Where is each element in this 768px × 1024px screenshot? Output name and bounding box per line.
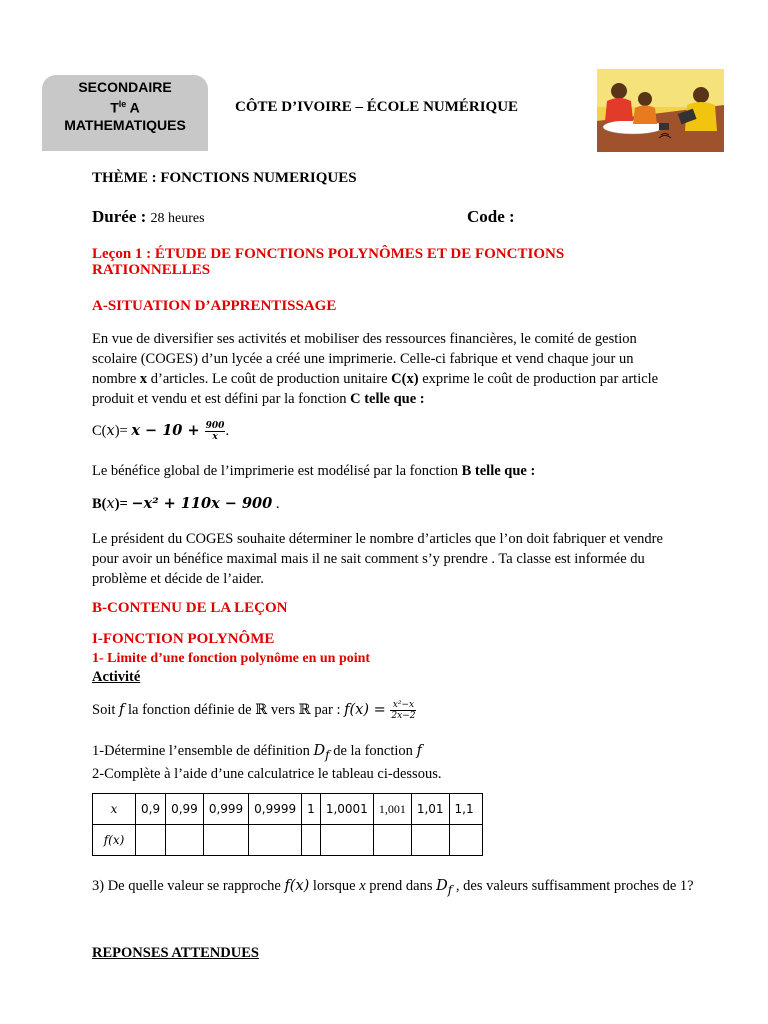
table-header-x: x	[93, 794, 136, 825]
table-cell-empty[interactable]	[302, 825, 321, 856]
duration-label: Durée :	[92, 207, 147, 226]
function-definition: Soit f la fonction définie de ℝ vers ℝ par : f(x) = $\frac{\text{x²−x}}{2x-2}$	[92, 700, 416, 721]
table-cell: 1,1	[449, 794, 482, 825]
level-badge	[42, 75, 208, 151]
lesson-title: Leçon 1 : ÉTUDE DE FONCTIONS POLYNÔMES ET DE FONCTIONS RATIONNELLES	[92, 246, 565, 278]
table-row	[93, 825, 483, 856]
badge-class: $T^{le}$ A	[110, 99, 140, 116]
table-cell: 1,0001	[320, 794, 373, 825]
table-cell-empty[interactable]	[136, 825, 166, 856]
cost-formula: C(x)= x − 10 + $\frac{900}{x}$ .	[92, 421, 230, 442]
question-1: 1-Détermine l’ensemble de définition $D_f$ de la fonction f	[92, 743, 422, 762]
president-paragraph: Le président du COGES souhaite déterminer le nombre d’articles que l’on doit fabriquer et vendre pour avoir un bénéfice maximal mais il ne sait comment s’y prendre . Ta classe est informée du problème et décide de l’aider.	[92, 531, 663, 587]
table-cell: 1,001	[373, 794, 411, 825]
theme-title: THÈME : FONCTIONS NUMERIQUES	[92, 170, 357, 186]
table-cell-empty[interactable]	[249, 825, 302, 856]
table-cell-empty[interactable]	[373, 825, 411, 856]
table-cell: 0,9	[136, 794, 166, 825]
situation-paragraph: En vue de diversifier ses activités et mobiliser des ressources financières, le comité de gestion scolaire (COGES) d’un lycée a créé une imprimerie. Celle-ci fabrique et vend chaque jour un nombre x d’articles. Le coût de production unitaire C(x) exprime le coût de production par article produit et vendu et est défini par la fonction C telle que :	[92, 331, 659, 407]
function-fraction: $\frac{\text{x²−x}}{2x-2}$	[391, 700, 416, 721]
situation-heading: A-SITUATION D’APPRENTISSAGE	[92, 298, 337, 314]
questions-1-2	[92, 742, 441, 784]
question-2: 2-Complète à l’aide d’une calculatrice le tableau ci-dessous.	[92, 765, 442, 782]
table-cell: 0,9999	[249, 794, 302, 825]
table-cell: 0,999	[203, 794, 248, 825]
activite-heading: Activité	[92, 669, 141, 685]
contenu-heading: B-CONTENU DE LA LEÇON	[92, 600, 288, 616]
children-with-tablets-illustration	[597, 69, 724, 152]
benefit-paragraph: Le bénéfice global de l’imprimerie est modélisé par la fonction B telle que :	[92, 463, 536, 479]
badge-level: SECONDAIRE	[78, 79, 172, 95]
table-cell-empty[interactable]	[203, 825, 248, 856]
values-table	[92, 793, 483, 856]
table-row	[93, 794, 483, 825]
code-label: Code :	[467, 207, 515, 226]
duration	[92, 207, 205, 227]
table-header-fx: f(x)	[93, 825, 136, 856]
table-cell-empty[interactable]	[166, 825, 204, 856]
country-title: CÔTE D’IVOIRE – ÉCOLE NUMÉRIQUE	[235, 99, 519, 115]
table-cell: 1	[302, 794, 321, 825]
question-3: 3) De quelle valeur se rapproche f(x) lorsque x prend dans $D_f$ , des valeurs suffisamment proches de 1?	[92, 878, 694, 897]
table-cell-empty[interactable]	[320, 825, 373, 856]
section-polynome-heading: I-FONCTION POLYNÔME	[92, 631, 275, 647]
benefit-formula: B(x)= −x² + 110x − 900 .	[92, 495, 280, 512]
expected-answers-heading: REPONSES ATTENDUES	[92, 945, 259, 961]
table-cell-empty[interactable]	[411, 825, 449, 856]
table-cell-empty[interactable]	[449, 825, 482, 856]
subsection-limite-heading: 1- Limite d’une fonction polynôme en un point	[92, 651, 371, 666]
cost-fraction: $\frac{900}{x}$	[205, 421, 225, 442]
table-cell: 0,99	[166, 794, 204, 825]
badge-subject: MATHEMATIQUES	[64, 116, 186, 133]
duration-value: 28 heures	[150, 211, 205, 226]
table-cell: 1,01	[411, 794, 449, 825]
